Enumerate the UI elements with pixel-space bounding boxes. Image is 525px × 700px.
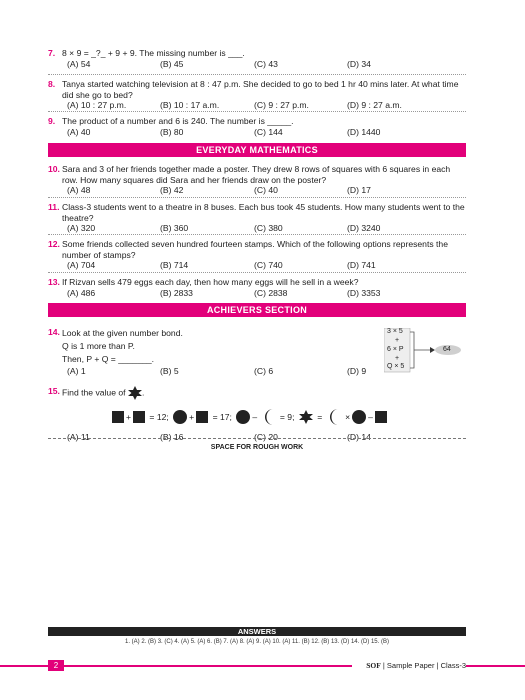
- option-c[interactable]: (C) 2838: [254, 287, 288, 298]
- equation-value: = 9;: [279, 412, 295, 422]
- options: [67, 223, 466, 234]
- option-c[interactable]: (C) 43: [254, 58, 278, 69]
- option-b[interactable]: (B) 45: [160, 58, 184, 69]
- question-number: 8.: [48, 79, 56, 89]
- option-b[interactable]: (B) 5: [160, 366, 179, 376]
- option-b[interactable]: (B) 80: [160, 126, 184, 137]
- circle-icon: [173, 410, 187, 424]
- option-a[interactable]: (A) 320: [67, 223, 96, 233]
- option-a[interactable]: (A) 704: [67, 260, 96, 270]
- option-b[interactable]: (B) 42: [160, 185, 184, 195]
- question-number: 13.: [48, 277, 60, 287]
- question-7: [48, 48, 466, 70]
- question-13: [48, 277, 466, 299]
- footer-brand-block: [352, 660, 466, 671]
- option-d[interactable]: (D) 9 : 27 a.m.: [347, 100, 402, 110]
- option-c[interactable]: (C) 20: [254, 432, 278, 442]
- options: [67, 127, 466, 138]
- option-a[interactable]: (A) 1: [67, 366, 86, 376]
- divider: [48, 197, 466, 198]
- answers-panel: [48, 627, 466, 645]
- bond-top: 3 × 5: [387, 328, 403, 335]
- question-number: 10.: [48, 164, 60, 174]
- question-text: 8 × 9 = _?_ + 9 + 9. The missing number is ___.: [62, 48, 245, 58]
- divider: [48, 111, 466, 112]
- option-c[interactable]: (C) 144: [254, 126, 283, 137]
- question-10: [48, 164, 466, 196]
- question-9: [48, 116, 466, 138]
- option-c[interactable]: (C) 9 : 27 p.m.: [254, 100, 309, 110]
- question-text: Q is 1 more than P.: [62, 341, 135, 351]
- star-icon: [299, 410, 313, 424]
- page-number: 2: [48, 660, 64, 671]
- option-d[interactable]: (D) 9: [347, 366, 367, 376]
- crescent-icon: [327, 408, 341, 426]
- question-number: 7.: [48, 48, 56, 58]
- divider: [48, 74, 466, 75]
- bond-plus: +: [395, 355, 400, 362]
- square-icon: [112, 411, 124, 423]
- option-b[interactable]: (B) 2833: [160, 287, 193, 298]
- brand-logo: SOF: [366, 661, 381, 670]
- divider: [48, 234, 466, 235]
- question-text: Tanya started watching television at 8 : 47 p.m. She decided to go to bed 1 hr 40 mins later. At what time did she go to bed?: [62, 79, 459, 100]
- star-icon: [128, 386, 142, 400]
- options: [67, 100, 466, 111]
- answers-title: ANSWERS: [48, 627, 466, 636]
- option-a[interactable]: (A) 11: [67, 432, 90, 442]
- question-15: [48, 386, 466, 443]
- answers-line: 1. (A) 2. (B) 3. (C) 4. (A) 5. (A) 6. (B) 7. (A) 8. (A) 9. (A) 10. (A) 11. (B) 12. (B) 13. (D) 14. (D) 15. (B): [125, 639, 389, 645]
- option-c[interactable]: (C) 40: [254, 185, 278, 195]
- number-bond: [384, 328, 464, 374]
- option-a[interactable]: (A) 10 : 27 p.m.: [67, 100, 127, 110]
- question-text: Then, P + Q = _______.: [62, 354, 155, 364]
- option-c[interactable]: (C) 740: [254, 260, 283, 270]
- option-a[interactable]: (A) 40: [67, 126, 91, 137]
- options: [67, 59, 466, 70]
- question-text: Look at the given number bond.: [62, 328, 183, 338]
- question-text: Sara and 3 of her friends together made a poster. They drew 8 rows of squares with 6 squares in each row. How many squares did Sara and her friends draw on the poster?: [62, 164, 451, 185]
- circle-icon: [352, 410, 366, 424]
- question-text: Class-3 students went to a theatre in 8 buses. Each bus took 45 students. How many students went to the theatre?: [62, 202, 465, 223]
- option-a[interactable]: (A) 486: [67, 287, 96, 298]
- bond-plus: +: [395, 337, 400, 344]
- question-number: 11.: [48, 202, 60, 212]
- options: [67, 288, 466, 299]
- equation-value: = 12;: [149, 412, 169, 422]
- option-d[interactable]: (D) 1440: [347, 126, 381, 137]
- equation-row: + = 12; + = 17; – = 9; = × –: [112, 408, 466, 426]
- bond-result: 64: [443, 346, 451, 353]
- rough-work-divider: [48, 438, 466, 439]
- option-b[interactable]: (B) 714: [160, 260, 189, 270]
- option-b[interactable]: (B) 10 : 17 a.m.: [160, 100, 220, 110]
- question-number: 14.: [48, 327, 60, 337]
- question-number: 15.: [48, 386, 60, 396]
- question-number: 9.: [48, 116, 56, 126]
- square-icon: [196, 411, 208, 423]
- option-d[interactable]: (D) 17: [347, 185, 371, 195]
- option-b[interactable]: (B) 16: [160, 432, 184, 442]
- section-banner-achievers: ACHIEVERS SECTION: [48, 303, 466, 317]
- rough-work-label: SPACE FOR ROUGH WORK: [210, 444, 304, 451]
- question-number: 12.: [48, 239, 60, 249]
- question-text: If Rizvan sells 479 eggs each day, then how many eggs will he sell in a week?: [62, 277, 359, 287]
- option-d[interactable]: (D) 3240: [347, 223, 381, 233]
- footer-text: | Sample Paper | Class-3: [382, 661, 466, 670]
- question-text: Find the value of .: [62, 386, 466, 400]
- question-text-label: Find the value of: [62, 387, 126, 398]
- square-icon: [133, 411, 145, 423]
- question-11: [48, 202, 466, 234]
- circle-icon: [236, 410, 250, 424]
- section-banner-everyday: EVERYDAY MATHEMATICS: [48, 143, 466, 157]
- question-text: The product of a number and 6 is 240. The number is _____.: [62, 116, 294, 126]
- options: [67, 185, 466, 196]
- question-8: [48, 79, 466, 111]
- option-d[interactable]: (D) 14: [347, 432, 371, 442]
- question-text: Some friends collected seven hundred fourteen stamps. Which of the following options represents the number of stamps?: [62, 239, 448, 260]
- option-d[interactable]: (D) 34: [347, 58, 371, 69]
- option-a[interactable]: (A) 48: [67, 185, 91, 195]
- option-c[interactable]: (C) 6: [254, 366, 274, 376]
- option-c[interactable]: (C) 380: [254, 223, 283, 233]
- square-icon: [375, 411, 387, 423]
- option-a[interactable]: (A) 54: [67, 58, 91, 69]
- equation-value: = 17;: [212, 412, 232, 422]
- divider: [48, 272, 466, 273]
- question-12: [48, 239, 466, 271]
- option-b[interactable]: (B) 360: [160, 223, 189, 233]
- options: [67, 260, 466, 271]
- bond-middle: 6 × P: [387, 346, 404, 353]
- crescent-icon: [262, 408, 276, 426]
- bond-bottom: Q × 5: [387, 363, 405, 370]
- option-d[interactable]: (D) 3353: [347, 287, 381, 298]
- option-d[interactable]: (D) 741: [347, 260, 376, 270]
